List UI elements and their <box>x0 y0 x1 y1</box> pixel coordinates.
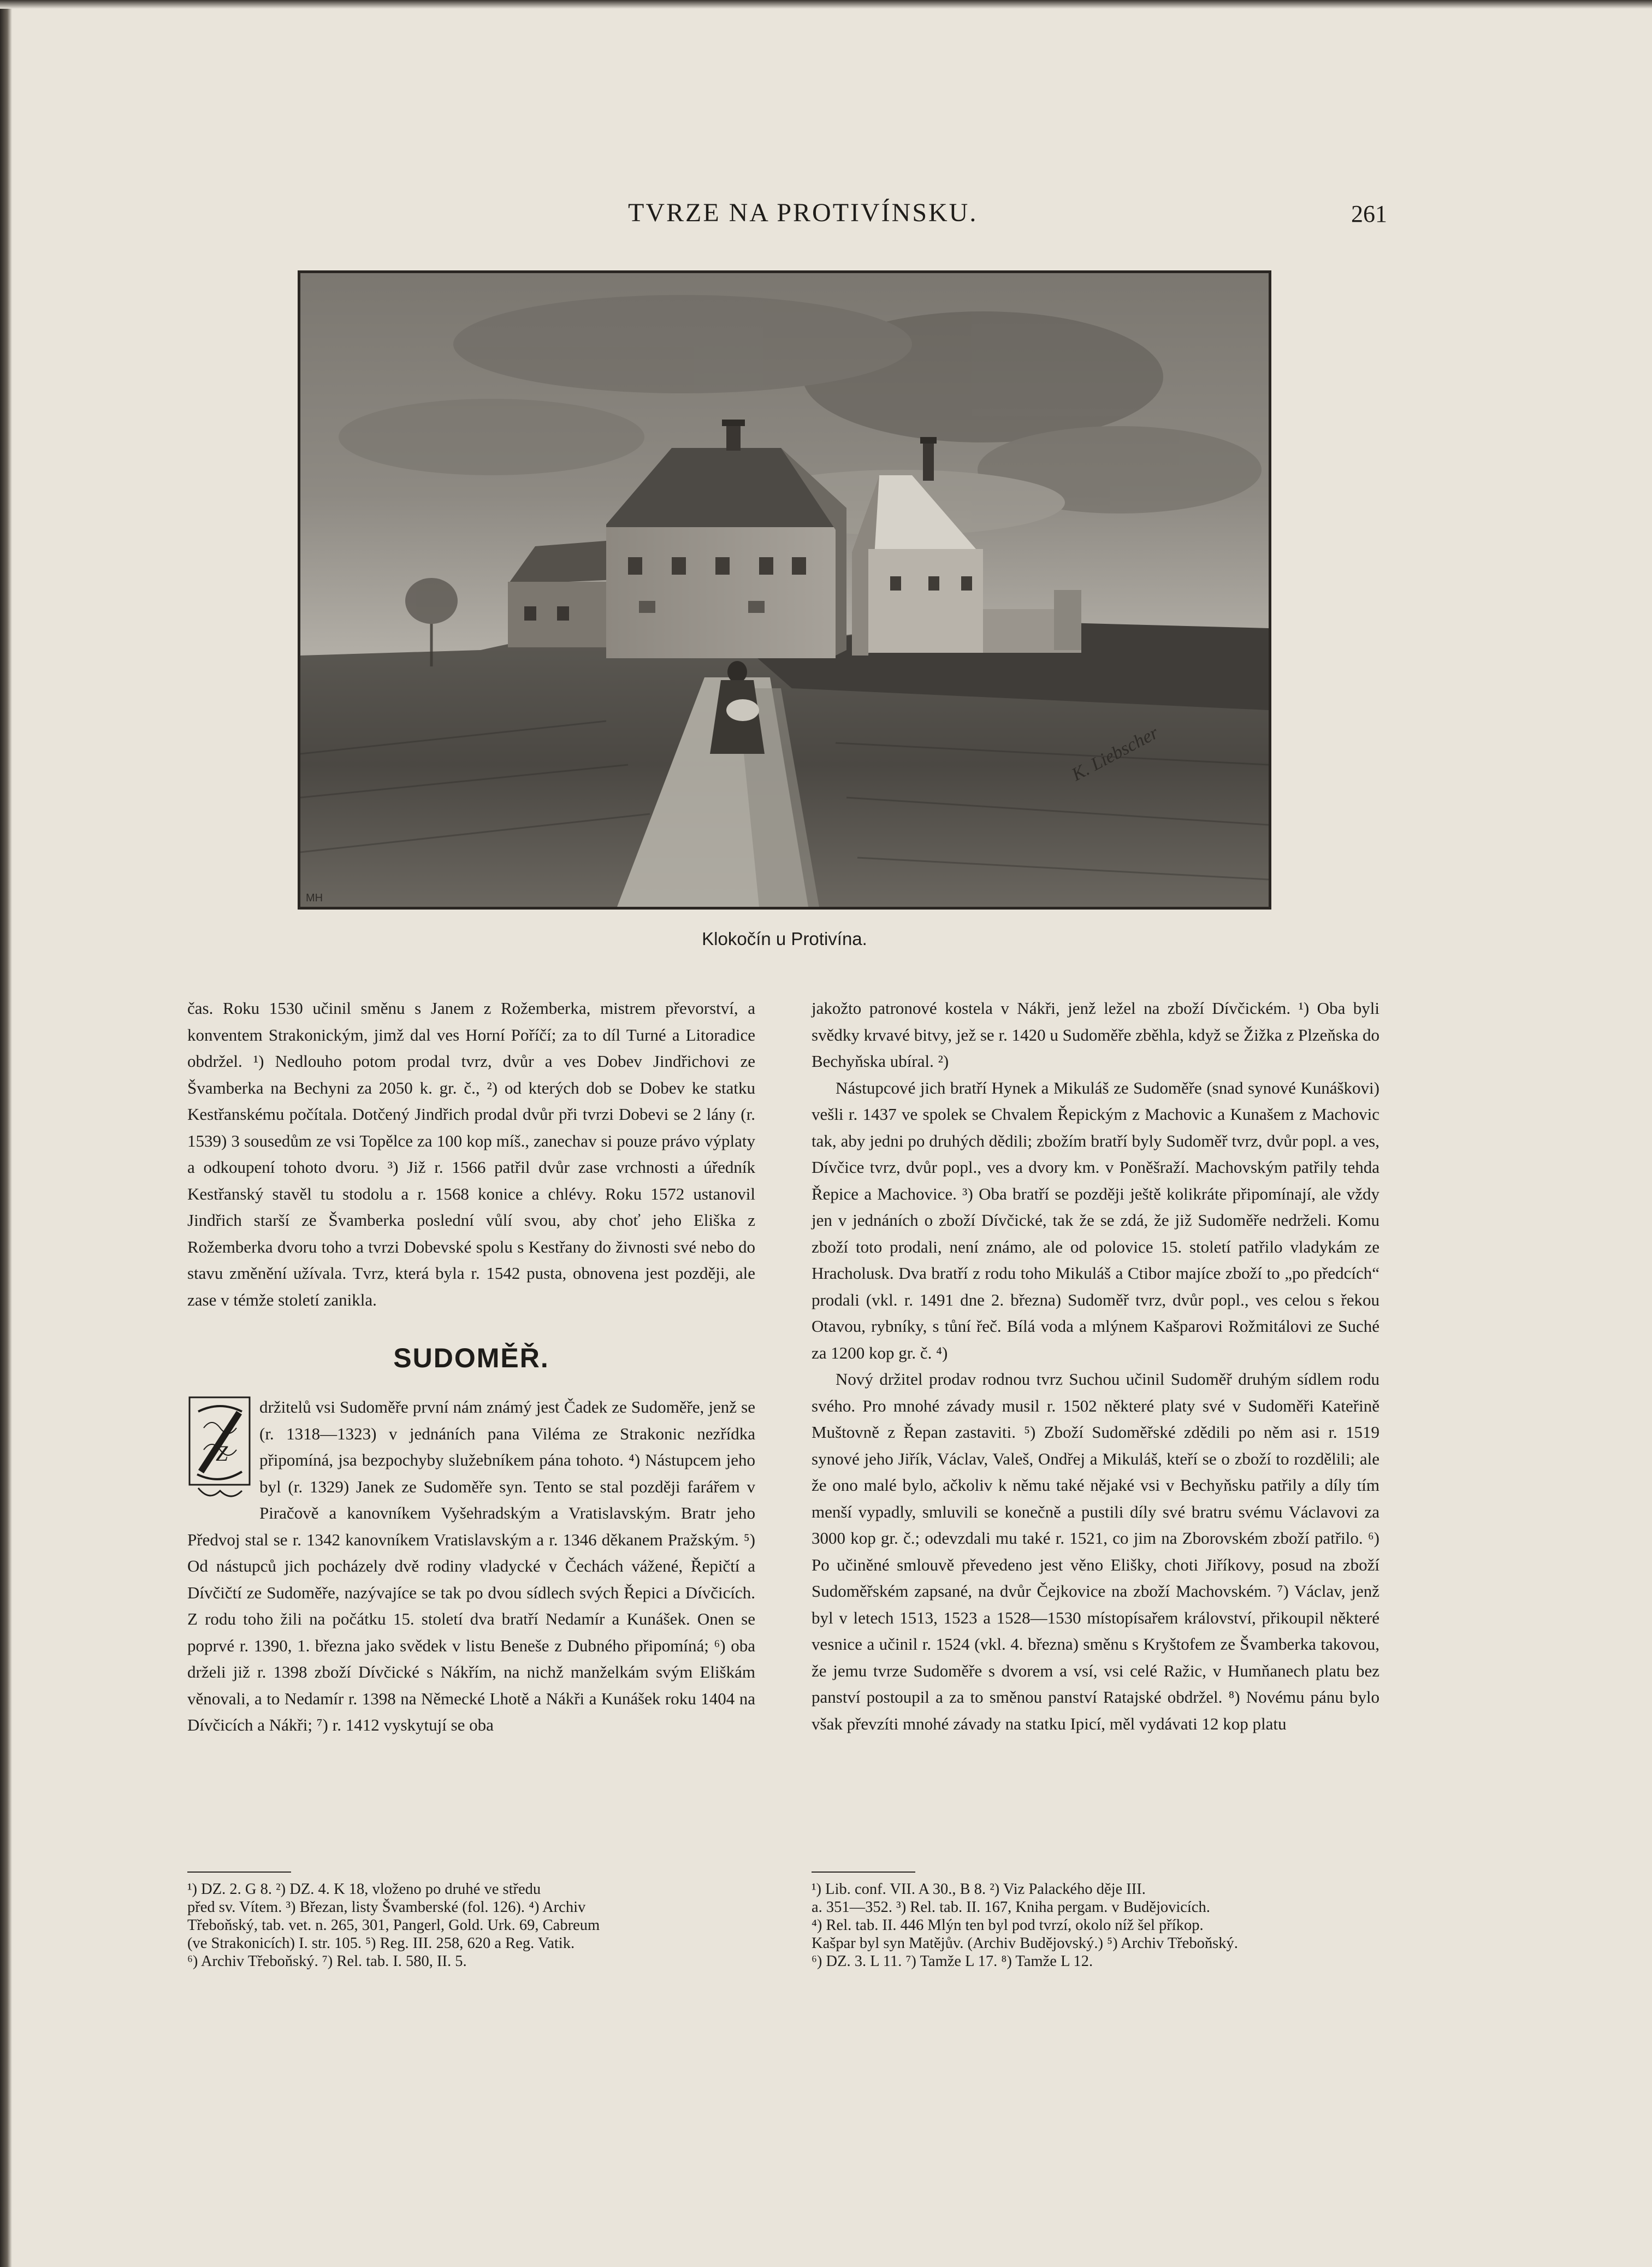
footnote-line: ⁴) Rel. tab. II. 446 Mlýn ten byl pod tvrzí, okolo níž šel příkop. <box>812 1917 1204 1934</box>
page-number: 261 <box>1351 200 1387 227</box>
footnote-divider-right <box>812 1872 915 1873</box>
decorative-initial-z <box>187 1395 252 1504</box>
paragraph-hynek-mikulas: Nástupcové jich bratří Hynek a Mikuláš ze Sudoměře (snad synové Kunáškovi) vešli r. 1437 ve spolek se Chvalem Řepickým z Machovic a Kunašem z Machovic tak, aby jedni po druhých dědili; zbožím bratří byly Sudoměř tvrz, dvůr popl. a ves, Dívčice tvrz, dvůr popl., ves a dvory km. v Poněšraží. Machovským patřily tehda Řepice a Machovice. ³) Oba bratří se později ještě kolikráte připomínají, ale vždy jen v jednáních o zboží Dívčické, tak že se zdá, že již Sudoměře nedrželi. Komu zboží toto prodali, není známo, ale od polovice 15. století patřilo vladykám ze Hracholusk. Dva bratří z rodu toho Mikuláš a Ctibor majíce zboží to „po předcích“ prodali (vkl. r. 1491 dne 2. března) Sudoměř tvrz, dvůr popl., ves celou s řekou Otavou, rybníky, s tůní řeč. Bílá voda a mlýnem Kašparovi Rožmitálovi ze Suché za 1200 kop gr. č. ⁴) <box>812 1078 1379 1362</box>
page-gutter <box>0 0 12 2267</box>
running-title: TVRZE NA PROTIVÍNSKU. <box>628 198 978 227</box>
page-header <box>628 198 1387 236</box>
footnote-line: ¹) DZ. 2. G 8. ²) DZ. 4. K 18, vloženo po druhé ve středu <box>187 1881 541 1898</box>
engraving-image <box>300 273 1269 907</box>
page-top-edge <box>0 0 1652 9</box>
footnote-line: a. 351—352. ³) Rel. tab. II. 167, Kniha pergam. v Budějovicích. <box>812 1899 1210 1916</box>
footnote-line: Třeboňský, tab. vet. n. 265, 301, Pangerl, Gold. Urk. 69, Cabreum <box>187 1917 600 1934</box>
paragraph-dobev: čas. Roku 1530 učinil směnu s Janem z Rožemberka, mistrem převorství, a konventem Strakonickým, jimž dal ves Horní Poříčí; za to díl Turné a Litoradice obdržel. ¹) Nedlouho potom prodal tvrz, dvůr a ves Dobev Jindřichovi ze Švamberka na Bechyni za 2050 k. gr. č., ²) od kterých dob se Dobev ke statku Kestřanskému počítala. Dotčený Jindřich prodal dvůr při tvrzi Dobevi se 2 lány (r. 1539) 3 sousedům ze vsi Topělce za 100 kop míš., zanechav si pouze právo výplaty a odkoupení tohoto dvoru. ³) Již r. 1566 patřil dvůr zase vrchnosti a úředník Kestřanský stavěl tu stodolu a r. 1568 konice a chlévy. Roku 1572 ustanovil Jindřich starší ze Švamberka poslední vůlí svou, aby choť jeho Eliška z Rožemberka dvoru toho a tvrzi Dobevské spolu s Kestřany do živnosti své nebo do stavu změnění užívala. Tvrz, která byla r. 1542 pusta, obnovena jest později, ale zase v témže století zanikla. <box>187 999 755 1309</box>
section-title-sudomer: SUDOMĚŘ. <box>393 1343 549 1373</box>
footnotes-left <box>187 1880 755 1970</box>
artist-signature: K. Liebscher <box>1068 722 1162 786</box>
footnote-line: Kašpar byl syn Matějův. (Archiv Budějovský.) ⁵) Archiv Třeboňský. <box>812 1935 1238 1952</box>
corner-mark: MH <box>306 892 323 904</box>
footnotes-right <box>812 1880 1379 1970</box>
paragraph-sudomer-1: držitelů vsi Sudoměře první nám známý jest Čadek ze Sudoměře, jenž se (r. 1318—1323) v jednáních pana Viléma ze Strakonic nezřídka připomíná, jsa bezpochyby služebníkem pána tohoto. ⁴) Nástupcem jeho byl (r. 1329) Janek ze Sudoměře syn. Tento se stal později farářem v Piračově a kanovníkem Vyšehradským a Vratislavským. Bratr jeho Předvoj stal se r. 1342 kanovníkem Vratislavským a r. 1346 děkanem Pražským. ⁵) Od nástupců jich pocházely dvě rodiny vladycké v Čechách vážené, Řepičtí a Dívčičtí ze Sudoměře, nazývajíce se tak po dvou sídlech svých Řepici a Dívčicích. Z rodu toho žili na počátku 15. století dva bratří Nedamír a Kunášek. Onen se poprvé r. 1390, 1. března jako svědek v listu Beneše z Dubného připomíná; ⁶) oba drželi již r. 1398 zboží Dívčické s Nákřím, na nichž manželkám svým Eliškám věnovali, a to Nedamír r. 1398 na Německé Lhotě a Nákři a Kunášek roku 1404 na Dívčicích a Nákři; ⁷) r. 1412 vyskytují se oba <box>187 1397 755 1734</box>
figure-caption: Klokočín u Protivína. <box>702 929 867 949</box>
footnote-line: (ve Strakonicích) I. str. 105. ⁵) Reg. III. 258, 620 a Reg. Vatik. <box>187 1935 575 1952</box>
footnote-line: ⁶) Archiv Třeboňský. ⁷) Rel. tab. I. 580, II. 5. <box>187 1953 467 1970</box>
footnote-divider-left <box>187 1872 291 1873</box>
right-column <box>812 995 1379 1737</box>
paragraph-new-owner: Nový držitel prodav rodnou tvrz Suchou učinil Sudoměř druhým sídlem rodu svého. Pro mnohé závady musil r. 1502 některé platy své v Sudoměři Kateřině Muštovně z Řepan zastaviti. ⁵) Zboží Sudoměřské zdědili po něm asi r. 1519 synové jeho Jiřík, Václav, Valeš, Ondřej a Mikuláš, kteří se o zboží to rozdělili; ale že ono malé bylo, ačkoliv k němu také nějaké vsi v Bechyňsku patřily a díly tím menší vypadly, smluvili se konečně a pustili díly své bratru svému Václavovi za 3000 kop gr. č.; odevzdali mu také r. 1521, co jim na Zborovském zboží patřilo. ⁶) Po učiněné smlouvě převedeno jest věno Elišky, choti Jiříkovy, posud na zboží Sudoměřském zapsané, na dvůr Čejkovice na zboží Machovském. ⁷) Václav, jenž byl v letech 1513, 1523 a 1528—1530 místopísařem království, přikoupil některé vesnice a učinil r. 1524 (vkl. 4. března) směnu s Kryštofem ze Švamberka takovou, že jemu tvrze Sudoměře s dvorem a vsí, vsi celé Ražic, v Humňanech platu bez panství postoupil a za to směnou panství Ratajské obdržel. ⁸) Novému pánu bylo však převzíti mnohé závady na statku Ipicí, měl vydávati 12 kop platu <box>812 1369 1379 1733</box>
footnote-line: ¹) Lib. conf. VII. A 30., B 8. ²) Viz Palackého děje III. <box>812 1881 1146 1898</box>
footnote-line: ⁶) DZ. 3. L 11. ⁷) Tamže L 17. ⁸) Tamže L 12. <box>812 1953 1093 1970</box>
left-column <box>187 995 755 1739</box>
illustration-klokocin <box>298 270 1271 910</box>
footnote-line: před sv. Vítem. ³) Březan, listy Švamberské (fol. 126). ⁴) Archiv <box>187 1899 586 1916</box>
svg-text:Z: Z <box>216 1441 228 1466</box>
paragraph-patrons: jakožto patronové kostela v Nákři, jenž ležel na zboží Dívčickém. ¹) Oba byli svědky krvavé bitvy, jež se r. 1420 u Sudoměře zběhla, když se Žižka z Plzeňska do Bechyňska ubíral. ²) <box>812 999 1379 1071</box>
